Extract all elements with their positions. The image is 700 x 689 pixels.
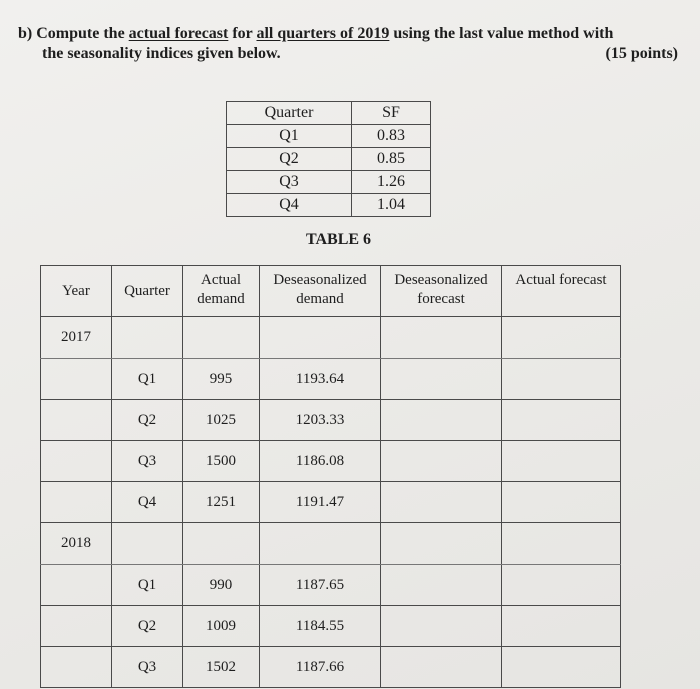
empty-cell [502, 317, 621, 359]
q-part-4: using the [389, 25, 460, 42]
sf-value: 0.85 [352, 148, 431, 171]
header-year: Year [41, 266, 112, 317]
deseasonalized-forecast-cell[interactable] [381, 441, 502, 482]
actual-forecast-cell[interactable] [502, 482, 621, 523]
header-dd-l2: demand [296, 291, 344, 307]
sf-row [227, 171, 431, 194]
seasonality-factor-table [226, 101, 431, 217]
question-label: b) [18, 25, 33, 42]
empty-cell [260, 523, 381, 565]
sf-header-quarter: Quarter [227, 102, 352, 125]
empty-cell [502, 523, 621, 565]
table-row [41, 606, 621, 647]
table-row [41, 441, 621, 482]
deseasonalized-demand-cell: 1186.08 [260, 441, 381, 482]
question-points: (15 points) [605, 45, 678, 62]
quarter-cell: Q1 [112, 359, 183, 400]
sf-quarter: Q3 [227, 171, 352, 194]
sf-value: 1.04 [352, 194, 431, 217]
year-cell [41, 565, 112, 606]
deseasonalized-demand-cell: 1187.65 [260, 565, 381, 606]
header-dd-l1: Deseasonalized [273, 272, 367, 288]
year-cell: 2018 [41, 523, 112, 565]
actual-demand-cell: 1500 [183, 441, 260, 482]
deseasonalized-forecast-cell[interactable] [381, 359, 502, 400]
header-actual-demand-l2: demand [197, 291, 245, 307]
forecast-header-row [41, 266, 621, 317]
header-actual-demand-l1: Actual [201, 272, 241, 288]
year-cell [41, 482, 112, 523]
table-row [41, 647, 621, 688]
header-df-l1: Deseasonalized [394, 272, 488, 288]
deseasonalized-forecast-cell[interactable] [381, 606, 502, 647]
deseasonalized-forecast-cell[interactable] [381, 482, 502, 523]
sf-header-row [227, 102, 431, 125]
year-cell [41, 606, 112, 647]
actual-demand-cell: 990 [183, 565, 260, 606]
table-row [41, 400, 621, 441]
sf-quarter: Q4 [227, 194, 352, 217]
empty-cell [381, 317, 502, 359]
q-part-2: for [228, 25, 257, 42]
q-part-1: actual forecast [128, 25, 229, 42]
actual-demand-cell: 1251 [183, 482, 260, 523]
deseasonalized-demand-cell: 1203.33 [260, 400, 381, 441]
empty-cell [112, 317, 183, 359]
sf-row [227, 194, 431, 217]
forecast-table [40, 265, 621, 688]
year-cell [41, 359, 112, 400]
actual-forecast-cell[interactable] [502, 606, 621, 647]
table-caption: TABLE 6 [306, 231, 372, 248]
quarter-cell: Q3 [112, 647, 183, 688]
deseasonalized-demand-cell: 1187.66 [260, 647, 381, 688]
sf-row [227, 148, 431, 171]
actual-forecast-cell[interactable] [502, 359, 621, 400]
actual-forecast-cell[interactable] [502, 647, 621, 688]
header-deseasonalized-demand [260, 266, 381, 317]
header-quarter: Quarter [112, 266, 183, 317]
q-part-5: last [459, 25, 484, 42]
header-actual-forecast: Actual forecast [502, 266, 621, 317]
empty-cell [260, 317, 381, 359]
empty-cell [381, 523, 502, 565]
empty-cell [112, 523, 183, 565]
actual-demand-cell: 1025 [183, 400, 260, 441]
q-part-3: all quarters of 2019 [256, 25, 390, 42]
question-line-1 [18, 24, 678, 44]
sf-row [227, 125, 431, 148]
year-cell: 2017 [41, 317, 112, 359]
question-line2-text: the seasonality indices given below. [42, 45, 281, 62]
actual-demand-cell: 1009 [183, 606, 260, 647]
deseasonalized-forecast-cell[interactable] [381, 565, 502, 606]
q-part-6: value method with [483, 25, 614, 42]
deseasonalized-demand-cell: 1193.64 [260, 359, 381, 400]
quarter-cell: Q2 [112, 400, 183, 441]
sf-quarter: Q1 [227, 125, 352, 148]
deseasonalized-demand-cell: 1184.55 [260, 606, 381, 647]
sf-quarter: Q2 [227, 148, 352, 171]
deseasonalized-forecast-cell[interactable] [381, 647, 502, 688]
sf-value: 1.26 [352, 171, 431, 194]
deseasonalized-forecast-cell[interactable] [381, 400, 502, 441]
actual-demand-cell: 995 [183, 359, 260, 400]
year-cell [41, 441, 112, 482]
year-row-2017 [41, 317, 621, 359]
quarter-cell: Q4 [112, 482, 183, 523]
q-part-0: Compute the [36, 25, 129, 42]
header-deseasonalized-forecast [381, 266, 502, 317]
year-row-2018 [41, 523, 621, 565]
sf-header-sf: SF [352, 102, 431, 125]
question-text [18, 24, 678, 64]
quarter-cell: Q2 [112, 606, 183, 647]
header-df-l2: forecast [417, 291, 465, 307]
sf-value: 0.83 [352, 125, 431, 148]
table-row [41, 565, 621, 606]
actual-forecast-cell[interactable] [502, 565, 621, 606]
quarter-cell: Q1 [112, 565, 183, 606]
year-cell [41, 400, 112, 441]
deseasonalized-demand-cell: 1191.47 [260, 482, 381, 523]
empty-cell [183, 523, 260, 565]
actual-forecast-cell[interactable] [502, 441, 621, 482]
empty-cell [183, 317, 260, 359]
year-cell [41, 647, 112, 688]
table-row [41, 482, 621, 523]
quarter-cell: Q3 [112, 441, 183, 482]
question-line-2 [18, 44, 678, 64]
header-actual-demand [183, 266, 260, 317]
actual-forecast-cell[interactable] [502, 400, 621, 441]
table-row [41, 359, 621, 400]
actual-demand-cell: 1502 [183, 647, 260, 688]
